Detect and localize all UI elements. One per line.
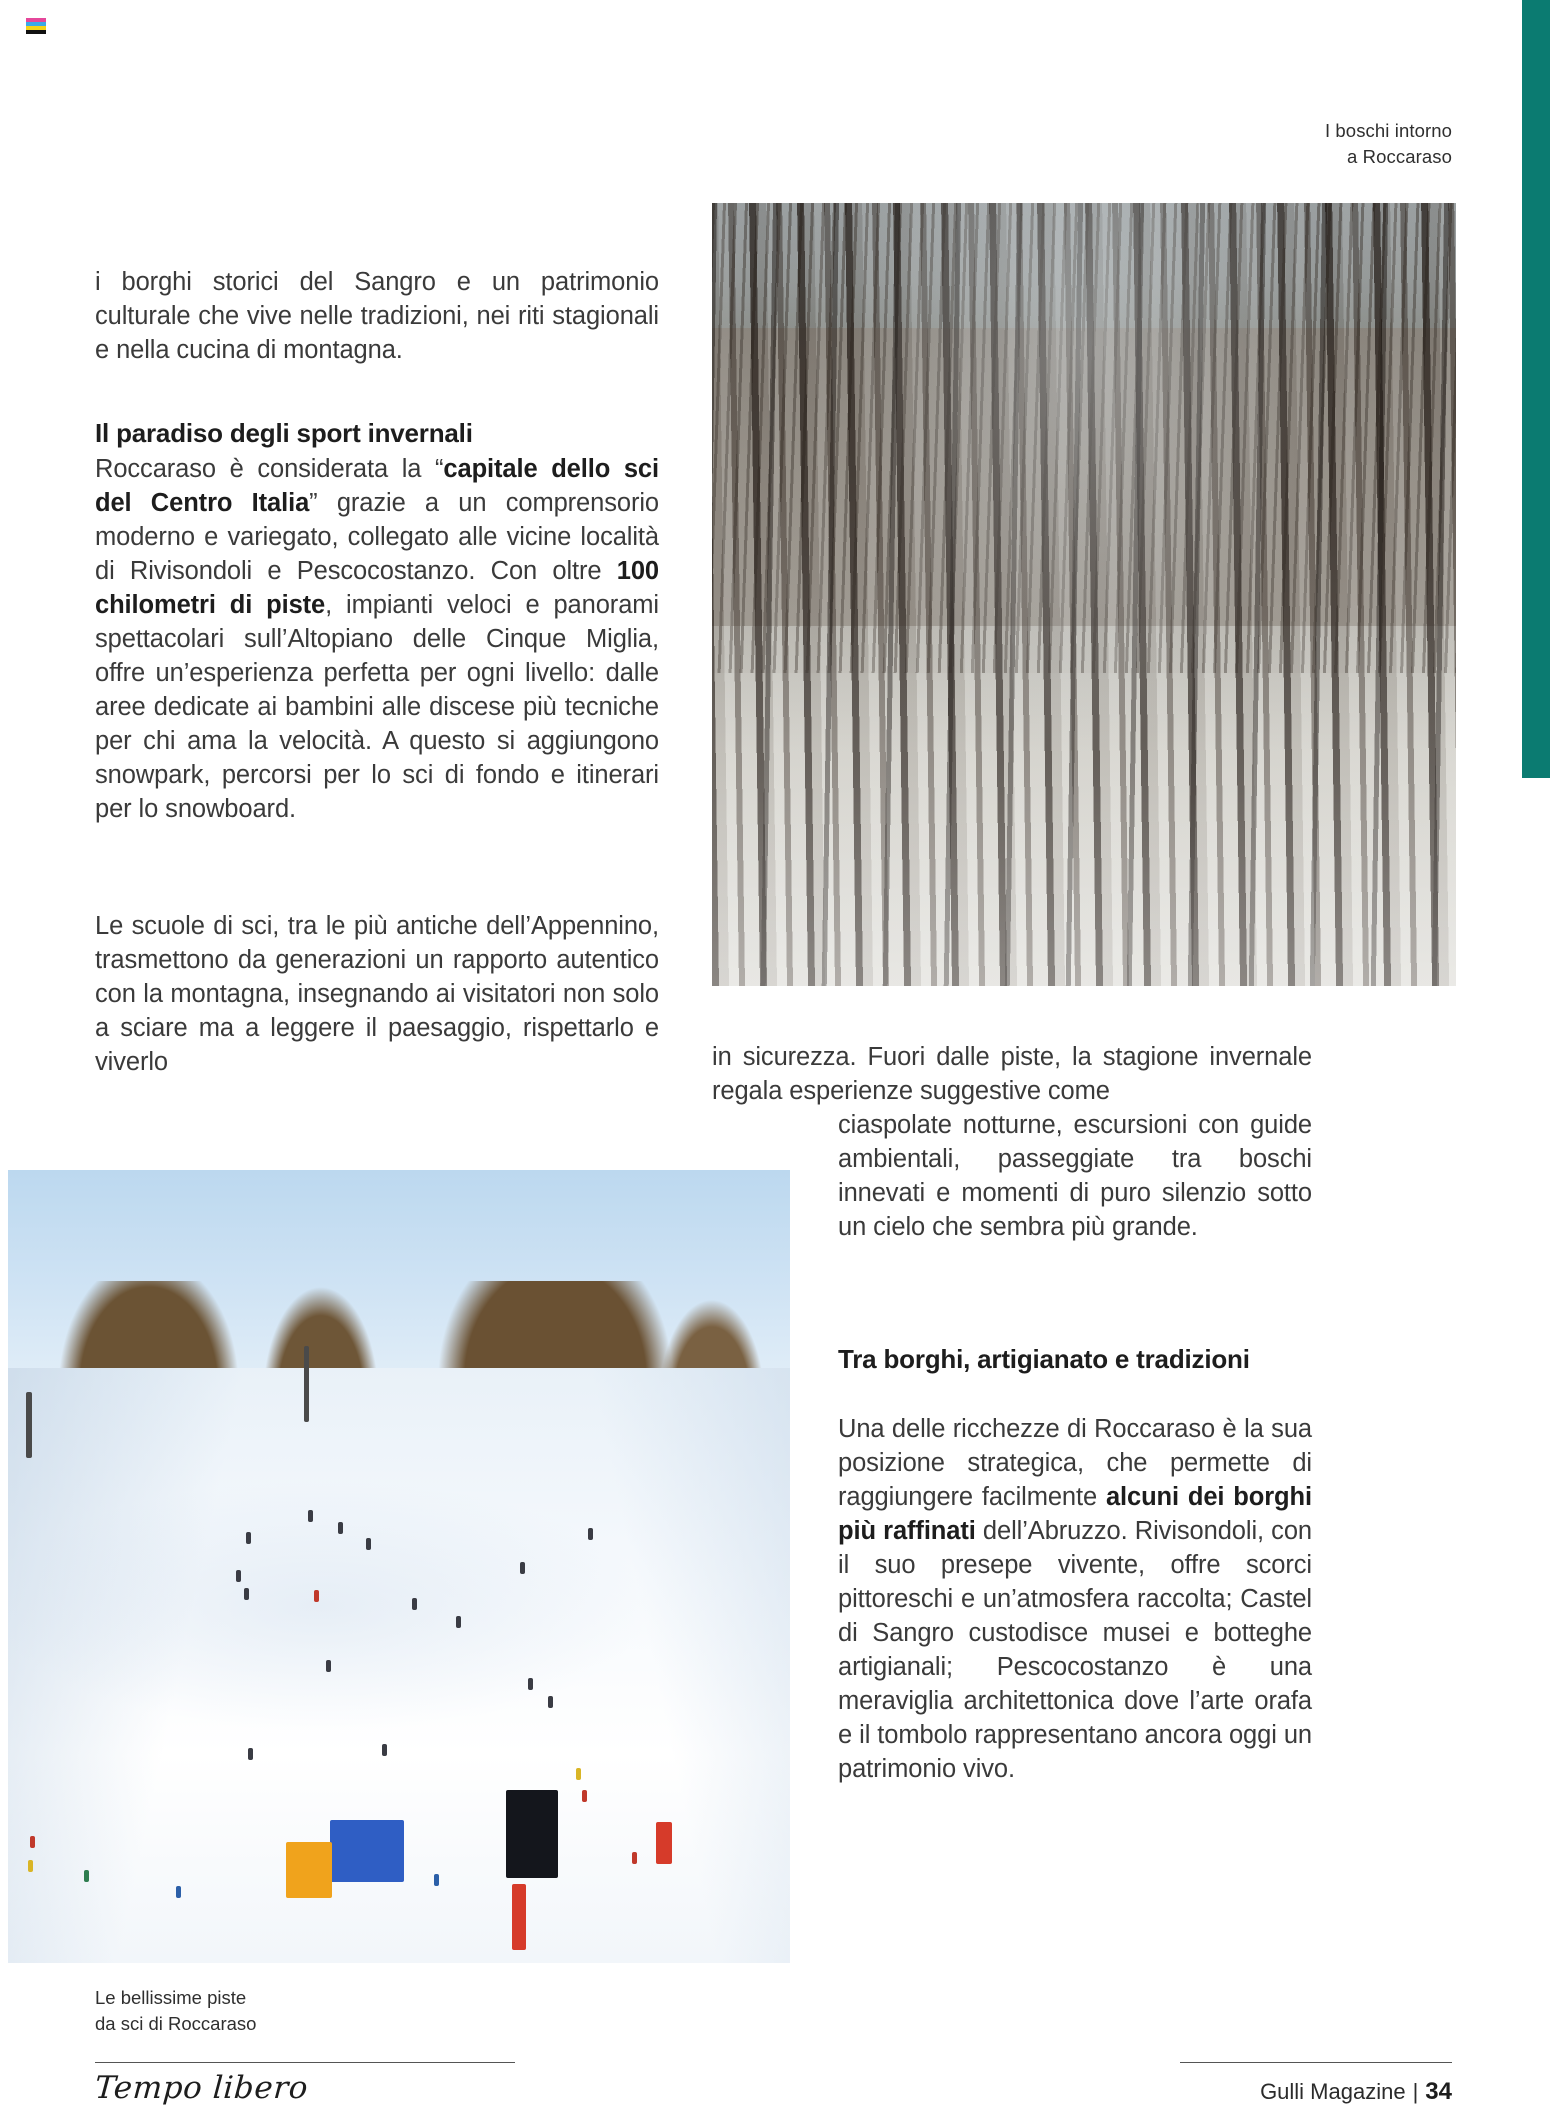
borghi-body-bold: alcuni dei borghi più raffinati: [838, 1483, 1312, 1546]
footer-divider-right: [1180, 2062, 1452, 2063]
footer-divider-left: [95, 2062, 515, 2063]
sport-body-part-2: ” grazie a un comprensorio moderno e variegato, collegato alle vicine località di Rivisondoli e Pescocostanzo. Con oltre: [95, 489, 659, 586]
sport-body-bold-2: 100 chilometri di piste: [95, 557, 659, 620]
skier-figure: [84, 1870, 89, 1882]
borghi-body-part-1: Una delle ricchezze di Roccaraso è la sua posizione strategica, che permette di raggiungere facilmente: [838, 1415, 1312, 1512]
bottom-photo-caption-line-1: Le bellissime piste: [95, 1987, 247, 2008]
slope-red-pole: [512, 1884, 526, 1950]
skier-figure: [314, 1590, 319, 1602]
forest-light-shading: [712, 203, 1456, 986]
slope-orange-structure: [286, 1842, 332, 1898]
slope-red-marker: [656, 1822, 672, 1864]
skier-figure: [412, 1598, 417, 1610]
skier-figure: [582, 1790, 587, 1802]
footer-magazine-title: Gulli Magazine: [1260, 2079, 1406, 2104]
bottom-photo-caption: [95, 1985, 555, 2036]
skier-figure: [28, 1860, 33, 1872]
sport-body-part-3: , impianti veloci e panorami spettacolari sull’Altopiano delle Cinque Miglia, offre un’esperienza perfetta per ogni livello: dalle aree dedicate ai bambini alle discese più tecniche per chi ama la velocità. A questo si aggiungono snowpark, percorsi per lo sci di fondo e itinerari per lo snowboard.: [95, 591, 659, 824]
skier-figure: [366, 1538, 371, 1550]
skier-figure: [248, 1748, 253, 1760]
skier-figure: [308, 1510, 313, 1522]
borghi-body-paragraph: [838, 1412, 1312, 1786]
slope-blue-structure: [330, 1820, 404, 1882]
skier-figure: [632, 1852, 637, 1864]
top-photo-caption-line-2: a Roccaraso: [1347, 145, 1452, 167]
skier-figure: [548, 1696, 553, 1708]
skier-figure: [244, 1588, 249, 1600]
skier-figure: [588, 1528, 593, 1540]
registration-color-swatch-icon: [26, 18, 46, 34]
safety-paragraph-wide: [712, 1040, 1312, 1108]
skier-figure: [338, 1522, 343, 1534]
ski-slope-photo: [8, 1170, 790, 1963]
safety-text-wide: in sicurezza. Fuori dalle piste, la stagione invernale regala esperienze suggestive come: [712, 1043, 1312, 1106]
snowy-beech-forest-photo: [712, 203, 1456, 986]
sport-body-part-1: Roccaraso è considerata la “: [95, 455, 444, 483]
section-edge-tab: [1522, 0, 1550, 778]
skier-figure: [382, 1744, 387, 1756]
ski-schools-paragraph: [95, 909, 659, 1079]
top-photo-caption: [1000, 118, 1452, 169]
skier-figure: [456, 1616, 461, 1628]
heading-tra-borghi: Tra borghi, artigianato e tradizioni: [838, 1344, 1250, 1374]
footer-separator: |: [1412, 2079, 1419, 2104]
skier-figure: [236, 1570, 241, 1582]
skier-figure: [528, 1678, 533, 1690]
footer-section-name: Tempo libero: [93, 2070, 310, 2106]
borghi-body-part-2: dell’Abruzzo. Rivisondoli, con il suo presepe vivente, offre scorci pittoreschi e un’atmosfera raccolta; Castel di Sangro custodisce musei e botteghe artigianali; Pescocostanzo è una meraviglia architettonica dove l’arte orafa e il tombolo rappresentano ancora oggi un patrimonio vivo.: [838, 1517, 1312, 1784]
safety-paragraph-narrow: [838, 1108, 1312, 1244]
heading-sport-invernali: Il paradiso degli sport invernali: [95, 418, 473, 448]
ski-schools-text: Le scuole di sci, tra le più antiche dell’Appennino, trasmettono da generazioni un rapporto autentico con la montagna, insegnando ai visitatori non solo a sciare ma a leggere il paesaggio, rispettarlo e viverlo: [95, 912, 659, 1077]
intro-paragraph: [95, 265, 659, 367]
bottom-photo-caption-line-2: da sci di Roccaraso: [95, 2012, 257, 2034]
skier-figure: [246, 1532, 251, 1544]
top-photo-caption-line-1: I boschi intorno: [1324, 120, 1452, 141]
footer-page-number: 34: [1425, 2078, 1452, 2105]
skier-figure: [326, 1660, 331, 1672]
skier-figure: [520, 1562, 525, 1574]
skier-figure: [30, 1836, 35, 1848]
footer-magazine-info: [1180, 2078, 1452, 2106]
intro-text: i borghi storici del Sangro e un patrimonio culturale che vive nelle tradizioni, nei riti stagionali e nella cucina di montagna.: [95, 268, 659, 365]
skier-figure: [576, 1768, 581, 1780]
skier-figure: [176, 1886, 181, 1898]
slope-lift-pylon: [26, 1392, 32, 1458]
safety-text-narrow: ciaspolate notturne, escursioni con guide ambientali, passeggiate tra boschi innevati e momenti di puro silenzio sotto un cielo che sembra più grande.: [838, 1111, 1312, 1242]
skier-figure: [434, 1874, 439, 1886]
swatch-band-black: [26, 30, 46, 34]
sport-body-paragraph: [95, 452, 659, 826]
slope-lift-pylon: [304, 1346, 309, 1422]
slope-signboard: [506, 1790, 558, 1878]
sport-body-bold-1: capitale dello sci del Centro Italia: [95, 455, 660, 518]
